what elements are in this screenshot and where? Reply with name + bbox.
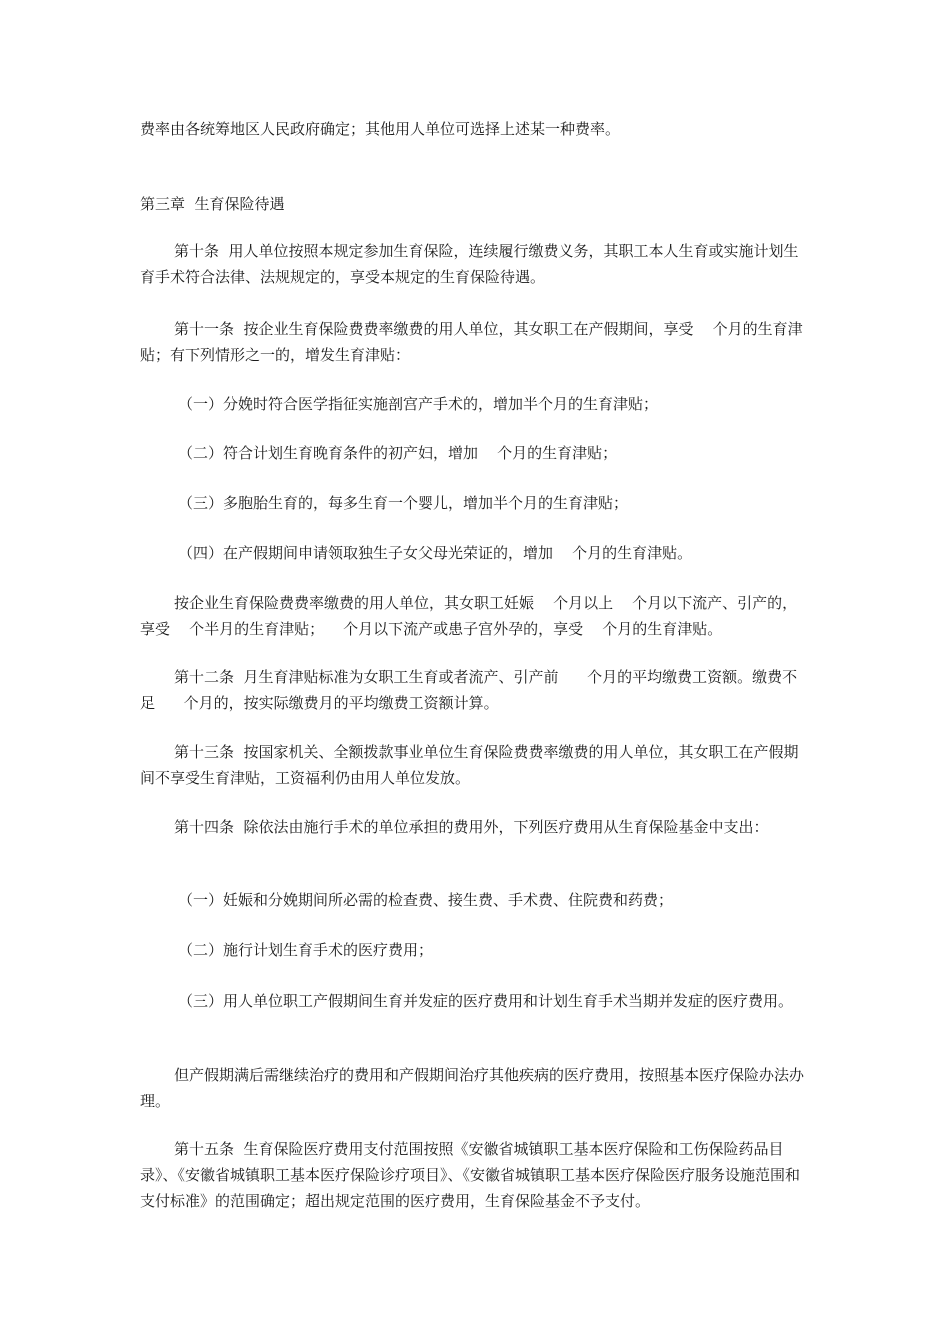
article-14-item-3: （三）用人单位职工产假期间生育并发症的医疗费用和计划生育手术当期并发症的医疗费用。 bbox=[178, 992, 794, 1010]
article-14: 第十四条 除依法由施行手术的单位承担的费用外，下列医疗费用从生育保险基金中支出： bbox=[174, 818, 769, 836]
paragraph-rate-note: 费率由各统筹地区人民政府确定；其他用人单位可选择上述某一种费率。 bbox=[140, 120, 621, 138]
article-11: 第十一条 按企业生育保险费费率缴费的用人单位，其女职工在产假期间，享受 个月的生育津贴；有下列情形之一的，增发生育津贴： bbox=[140, 320, 803, 364]
chapter-heading: 第三章 生育保险待遇 bbox=[140, 195, 285, 213]
article-13: 第十三条 按国家机关、全额拨款事业单位生育保险费费率缴费的用人单位，其女职工在产假期间不享受生育津贴，工资福利仍由用人单位发放。 bbox=[140, 743, 799, 787]
article-12: 第十二条 月生育津贴标准为女职工生育或者流产、引产前 个月的平均缴费工资额。缴费不足 个月的，按实际缴费月的平均缴费工资额计算。 bbox=[140, 668, 798, 712]
post-leave-treatment-paragraph: 但产假期满后需继续治疗的费用和产假期间治疗其他疾病的医疗费用，按照基本医疗保险办法办理。 bbox=[140, 1066, 805, 1110]
article-10: 第十条 用人单位按照本规定参加生育保险，连续履行缴费义务，其职工本人生育或实施计划生育手术符合法律、法规规定的，享受本规定的生育保险待遇。 bbox=[140, 242, 799, 286]
article-11-item-4: （四）在产假期间申请领取独生子女父母光荣证的，增加 个月的生育津贴。 bbox=[178, 544, 693, 562]
article-11-item-1: （一）分娩时符合医学指征实施剖宫产手术的，增加半个月的生育津贴； bbox=[178, 395, 659, 413]
article-11-item-2: （二）符合计划生育晚育条件的初产妇，增加 个月的生育津贴； bbox=[178, 444, 618, 462]
article-14-item-1: （一）妊娠和分娩期间所必需的检查费、接生费、手术费、住院费和药费； bbox=[178, 891, 674, 909]
article-11-item-3: （三）多胞胎生育的，每多生育一个婴儿，增加半个月的生育津贴； bbox=[178, 494, 629, 512]
miscarriage-allowance-paragraph: 按企业生育保险费费率缴费的用人单位，其女职工妊娠 个月以上 个月以下流产、引产的，享受 个半月的生育津贴； 个月以下流产或患子宫外孕的，享受 个月的生育津贴。 bbox=[140, 594, 798, 638]
article-14-item-2: （二）施行计划生育手术的医疗费用； bbox=[178, 941, 434, 959]
article-15: 第十五条 生育保险医疗费用支付范围按照《安徽省城镇职工基本医疗保险和工伤保险药品目录》、《安徽省城镇职工基本医疗保险诊疗项目》、《安徽省城镇职工基本医疗保险医疗服务设施范围和支付标准》的范围确定；超出规定范围的医疗费用，生育保险基金不予支付。 bbox=[140, 1140, 801, 1210]
